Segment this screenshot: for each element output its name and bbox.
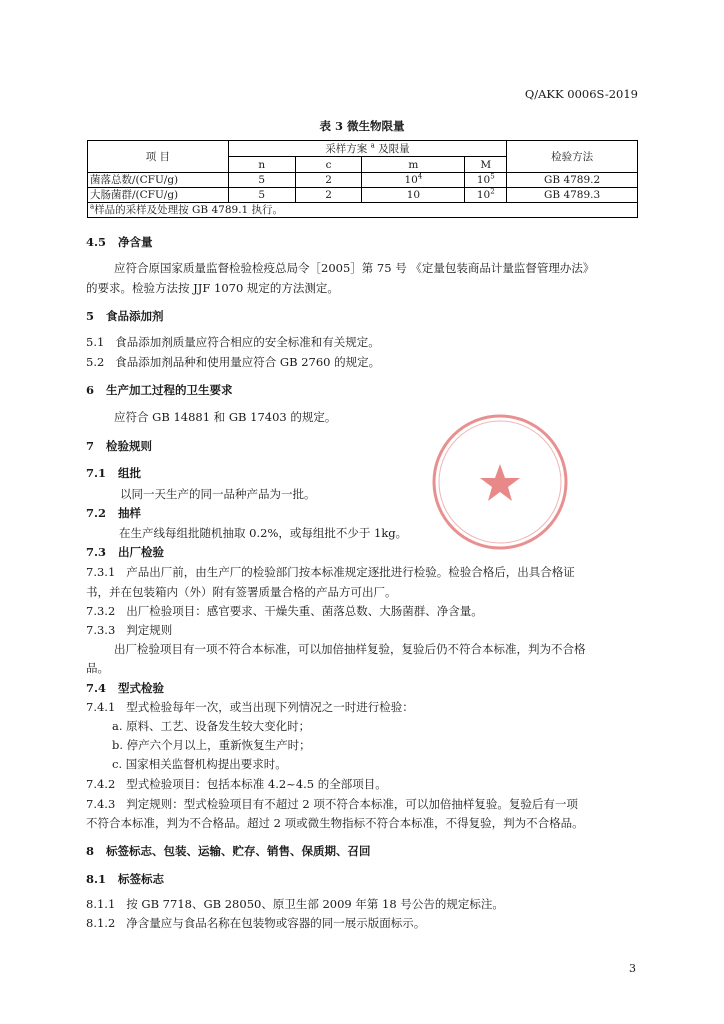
header-test-method: 检验方法: [507, 141, 638, 173]
page-number: 3: [629, 962, 636, 975]
paragraph: 的要求。检验方法按 JJF 1070 规定的方法测定。: [86, 281, 339, 295]
clause: 8.1.1 按 GB 7718、GB 28050、原卫生部 2009 年第 18 号公告的规定标注。: [86, 897, 504, 911]
clause: 5.1 食品添加剂质量应符合相应的安全标准和有关规定。: [86, 335, 380, 349]
table-row: 大肠菌群/(CFU/g) 5 2 10 $10^2$ GB 4789.3: [88, 188, 638, 203]
clause-7-1-heading: 7.1 组批: [86, 466, 142, 480]
paragraph: 品。: [86, 661, 109, 675]
header-n: n: [228, 157, 295, 173]
list-item: c. 国家相关监督机构提出要求时。: [112, 757, 287, 771]
paragraph: 应符合原国家质量监督检验检疫总局令［2005］第 75 号 《定量包装商品计量监督管理办法》: [114, 261, 595, 275]
section-4-5-heading: 4.5 净含量: [86, 235, 153, 249]
section-5-heading: 5 食品添加剂: [86, 309, 164, 323]
table-footnote: $^a$样品的采样及处理按 GB 4789.1 执行。: [88, 203, 638, 218]
paragraph: 应符合 GB 14881 和 GB 17403 的规定。: [114, 410, 337, 424]
clause-7-4-heading: 7.4 型式检验: [86, 681, 165, 695]
clause: 5.2 食品添加剂品种和使用量应符合 GB 2760 的规定。: [86, 355, 381, 369]
header-item: 项 目: [88, 141, 229, 173]
table-title: 表 3 微生物限量: [319, 119, 405, 133]
clause: 8.1.2 净含量应与食品名称在包装物或容器的同一展示版面标示。: [86, 916, 426, 930]
paragraph: 在生产线每组批随机抽取 0.2%，或每组批不少于 1kg。: [119, 526, 408, 540]
document-code: Q/AKK 0006S-2019: [524, 87, 638, 101]
clause: 7.4.2 型式检验项目：包括本标准 4.2~4.5 的全部项目。: [86, 777, 387, 791]
clause: 7.4.3 判定规则：型式检验项目有不超过 2 项不符合本标准，可以加倍抽样复验。复验后有一项: [86, 797, 578, 811]
company-seal-stamp: [430, 412, 570, 552]
paragraph: 书，并在包装箱内（外）附有签署质量合格的产品方可出厂。: [86, 585, 397, 599]
microbiology-limits-table: [87, 140, 638, 218]
header-m: m: [362, 157, 465, 173]
clause-7-3-heading: 7.3 出厂检验: [86, 545, 165, 559]
section-7-heading: 7 检验规则: [86, 439, 153, 453]
header-c: c: [295, 157, 362, 173]
clause: 7.3.1 产品出厂前，由生产厂的检验部门按本标准规定逐批进行检验。检验合格后，出具合格证: [86, 565, 575, 579]
header-M: M: [465, 157, 507, 173]
clause: 7.3.2 出厂检验项目：感官要求、干燥失重、菌落总数、大肠菌群、净含量。: [86, 604, 483, 618]
clause: 7.4.1 型式检验每年一次，或当出现下列情况之一时进行检验：: [86, 700, 414, 714]
table-row: 菌落总数/(CFU/g) 5 2 $10^4$ $10^5$ GB 4789.2: [88, 173, 638, 188]
clause-8-1-heading: 8.1 标签标志: [86, 872, 165, 886]
clause-7-2-heading: 7.2 抽样: [86, 506, 142, 520]
section-8-heading: 8 标签标志、包装、运输、贮存、销售、保质期、召回: [86, 844, 371, 858]
paragraph: 以同一天生产的同一品种产品为一批。: [120, 487, 316, 501]
paragraph: 不符合本标准，判为不合格品。超过 2 项或微生物指标不符合本标准，不得复验，判为不合格品。: [86, 816, 584, 830]
star-icon: [480, 464, 520, 501]
paragraph: 出厂检验项目有一项不符合本标准，可以加倍抽样复验，复验后仍不符合本标准，判为不合格: [114, 642, 586, 656]
header-sampling-plan: 采样方案 $^a$ 及限量: [228, 141, 506, 157]
list-item: b. 停产六个月以上，重新恢复生产时；: [112, 738, 311, 752]
list-item: a. 原料、工艺、设备发生较大变化时；: [112, 719, 311, 733]
clause: 7.3.3 判定规则: [86, 623, 173, 637]
section-6-heading: 6 生产加工过程的卫生要求: [86, 383, 233, 397]
